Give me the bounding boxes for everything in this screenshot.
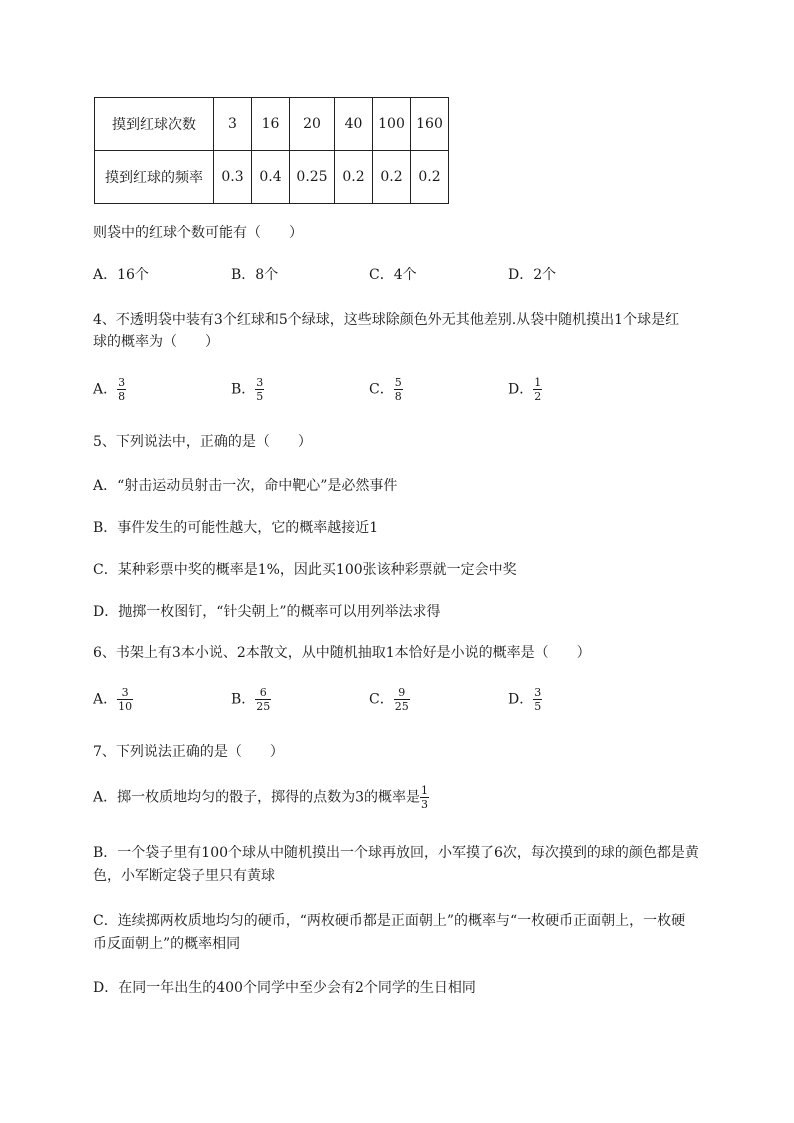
q4-option-c [369,376,403,403]
option-prefix: D． [508,691,534,708]
numerator: 3 [534,686,542,699]
q7-option-b-line1: B．一个袋子里有100个球从中随机摸出一个球再放回，小军摸了6次，每次摸到的球的颜色都是黄 [93,845,699,861]
fraction [533,376,542,403]
denominator: 2 [534,390,542,403]
numerator: 3 [118,376,126,389]
denominator: 5 [534,700,542,713]
q3-option-b: B．8个 [231,267,279,283]
option-prefix: A． [93,381,118,398]
q6-option-c [369,686,410,713]
q5-option-d: D．抛掷一枚图钉，“针尖朝上”的概率可以用列举法求得 [93,604,441,620]
q5-option-c: C．某种彩票中奖的概率是1%，因此买100张该种彩票就一定会中奖 [93,562,517,578]
q7-option-b-line2: 色，小军断定袋子里只有黄球 [93,868,275,884]
q7-option-c-line1: C．连续掷两枚质地均匀的硬币，“两枚硬币都是正面朝上”的概率与“一枚硬币正面朝上，一枚硬 [93,913,686,929]
denominator: 3 [421,798,429,811]
numerator: 3 [256,376,264,389]
denominator: 8 [394,390,402,403]
numerator: 1 [534,376,542,389]
q4-stem-line1: 4、不透明袋中装有3个红球和5个绿球，这些球除颜色外无其他差别.从袋中随机摸出1个球是红 [93,312,680,328]
q4-option-a [93,376,126,403]
option-prefix: C． [369,691,394,708]
q7-stem: 7、下列说法正确的是（ ） [93,744,284,760]
fraction [533,686,542,713]
fraction [420,784,429,811]
table-cell: 20 [290,98,335,151]
q4-stem-line2: 球的概率为（ ） [93,334,219,350]
option-prefix: B． [231,381,256,398]
q3-option-c: C．4个 [369,267,417,283]
q3-option-a: A．16个 [93,267,149,283]
denominator: 25 [256,700,271,713]
table-cell: 0.4 [252,151,290,204]
table-row [95,151,449,204]
q6-option-b [231,686,271,713]
row-label: 摸到红球的频率 [95,151,214,204]
q3-stem: 则袋中的红球个数可能有（ ） [93,225,303,241]
numerator: 1 [421,784,429,797]
option-prefix: A． [93,691,118,708]
numerator: 3 [117,686,133,700]
fraction [117,686,133,713]
fraction [394,686,410,713]
fraction [255,376,264,403]
numerator: 9 [394,686,410,700]
q6-stem: 6、书架上有3本小说、2本散文，从中随机抽取1本恰好是小说的概率是（ ） [93,645,591,661]
q5-stem: 5、下列说法中，正确的是（ ） [93,434,312,450]
q3-option-d: D．2个 [508,267,557,283]
denominator: 10 [118,700,133,713]
row-label: 摸到红球次数 [95,98,214,151]
table-cell: 0.2 [373,151,411,204]
q7-option-d: D．在同一年出生的400个同学中至少会有2个同学的生日相同 [93,980,476,996]
q4-option-b [231,376,264,403]
numerator: 6 [255,686,271,700]
table-cell: 0.25 [290,151,335,204]
table-cell: 0.3 [214,151,252,204]
option-text: A．掷一枚质地均匀的骰子，掷得的点数为3的概率是 [93,789,421,806]
option-prefix: C． [369,381,394,398]
q7-option-a [93,784,429,811]
frequency-table [94,97,449,204]
q6-option-a [93,686,133,713]
q5-option-a: A．“射击运动员射击一次，命中靶心”是必然事件 [93,478,398,494]
table-cell: 16 [252,98,290,151]
denominator: 8 [118,390,126,403]
denominator: 25 [394,700,409,713]
table-row [95,98,449,151]
table-cell: 0.2 [411,151,449,204]
q5-option-b: B．事件发生的可能性越大，它的概率越接近1 [93,520,379,536]
q6-option-d [508,686,542,713]
table-cell: 40 [335,98,373,151]
option-prefix: D． [508,381,534,398]
denominator: 5 [256,390,264,403]
option-prefix: B． [231,691,256,708]
q7-option-c-line2: 币反面朝上”的概率相同 [93,936,241,952]
numerator: 5 [394,376,402,389]
q4-option-d [508,376,542,403]
table-cell: 160 [411,98,449,151]
fraction [394,376,403,403]
table-cell: 100 [373,98,411,151]
table-cell: 3 [214,98,252,151]
fraction [255,686,271,713]
fraction [117,376,126,403]
table-cell: 0.2 [335,151,373,204]
